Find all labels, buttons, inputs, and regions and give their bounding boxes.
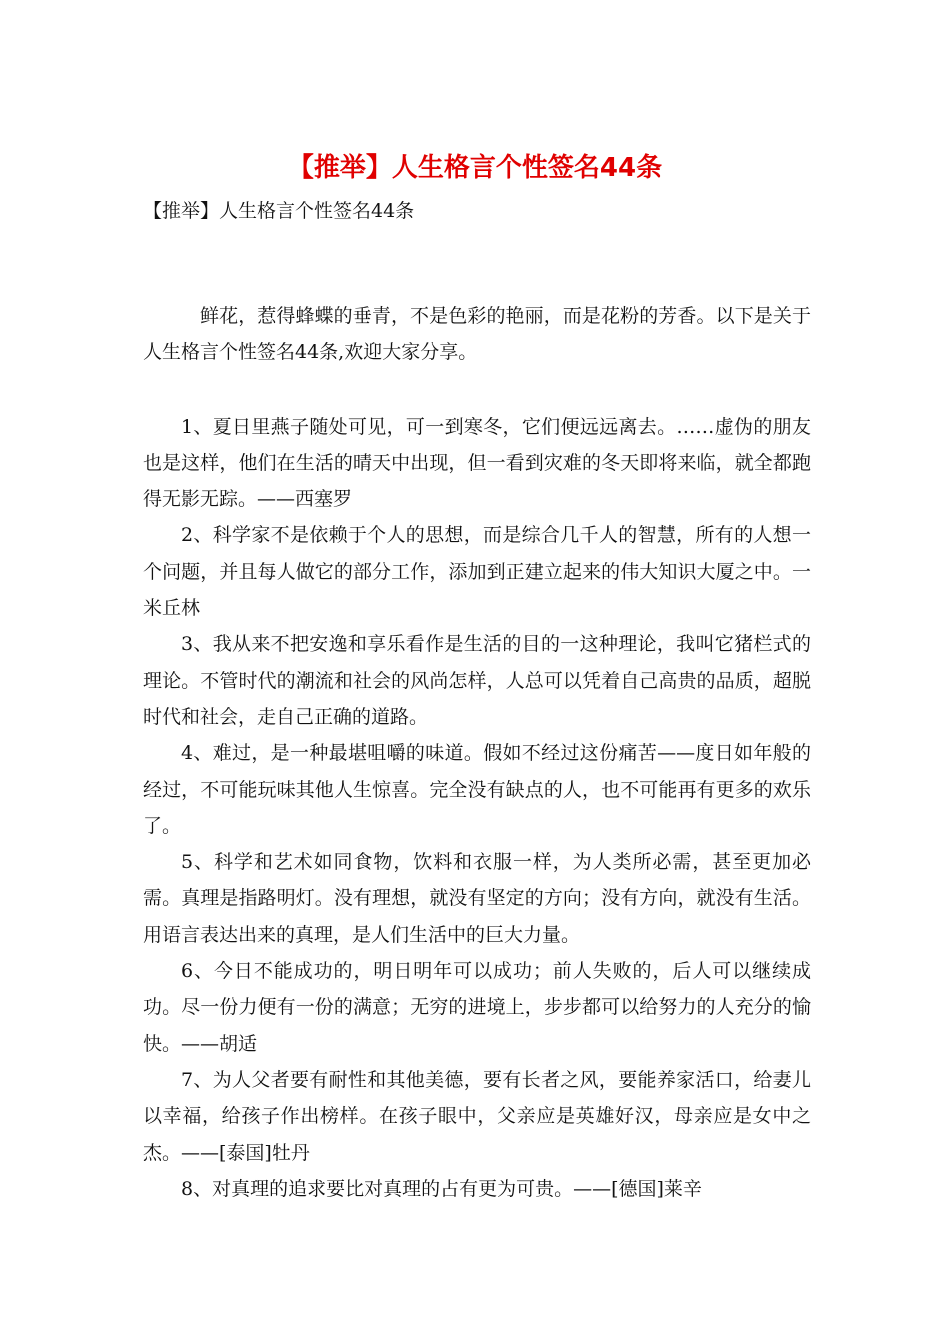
quote-item-2: 2、科学家不是依赖于个人的思想，而是综合几千人的智慧，所有的人想一个问题，并且每人做它的部分工作，添加到正建立起来的伟大知识大厦之中。一米丘林 <box>143 524 811 620</box>
document-subtitle: 【推举】人生格言个性签名44条 <box>143 200 415 222</box>
quote-item-5: 5、科学和艺术如同食物，饮料和衣服一样，为人类所必需，甚至更加必需。真理是指路明灯。没有理想，就没有坚定的方向；没有方向，就没有生活。用语言表达出来的真理，是人们生活中的巨大力量。 <box>143 851 811 946</box>
quote-item-1: 1、夏日里燕子随处可见，可一到寒冬，它们便远远离去。……虚伪的朋友也是这样，他们在生活的晴天中出现，但一看到灾难的冬天即将来临，就全都跑得无影无踪。——西塞罗 <box>143 415 811 511</box>
quote-item-6: 6、今日不能成功的，明日明年可以成功；前人失败的，后人可以继续成功。尽一份力便有一份的满意；无穷的进境上，步步都可以给努力的人充分的愉快。——胡适 <box>143 960 811 1055</box>
intro-paragraph: 鲜花，惹得蜂蝶的垂青，不是色彩的艳丽，而是花粉的芳香。以下是关于人生格言个性签名44条,欢迎大家分享。 <box>143 305 811 364</box>
document-body <box>143 298 811 1207</box>
quote-item-7: 7、为人父者要有耐性和其他美德，要有长者之风，要能养家活口，给妻儿以幸福，给孩子作出榜样。在孩子眼中，父亲应是英雄好汉，母亲应是女中之杰。——[泰国]牡丹 <box>143 1068 811 1164</box>
quote-item-3: 3、我从来不把安逸和享乐看作是生活的目的一这种理论，我叫它猪栏式的理论。不管时代的潮流和社会的风尚怎样，人总可以凭着自己高贵的品质，超脱时代和社会，走自己正确的道路。 <box>143 633 811 728</box>
document-title: 【推举】人生格言个性签名44条 <box>287 153 663 183</box>
quote-item-8: 8、对真理的追求要比对真理的占有更为可贵。——[德国]莱辛 <box>181 1177 702 1200</box>
quote-item-4: 4、难过，是一种最堪咀嚼的味道。假如不经过这份痛苦——度日如年般的经过，不可能玩味其他人生惊喜。完全没有缺点的人，也不可能再有更多的欢乐了。 <box>143 742 811 837</box>
paragraph-gap <box>143 371 811 409</box>
